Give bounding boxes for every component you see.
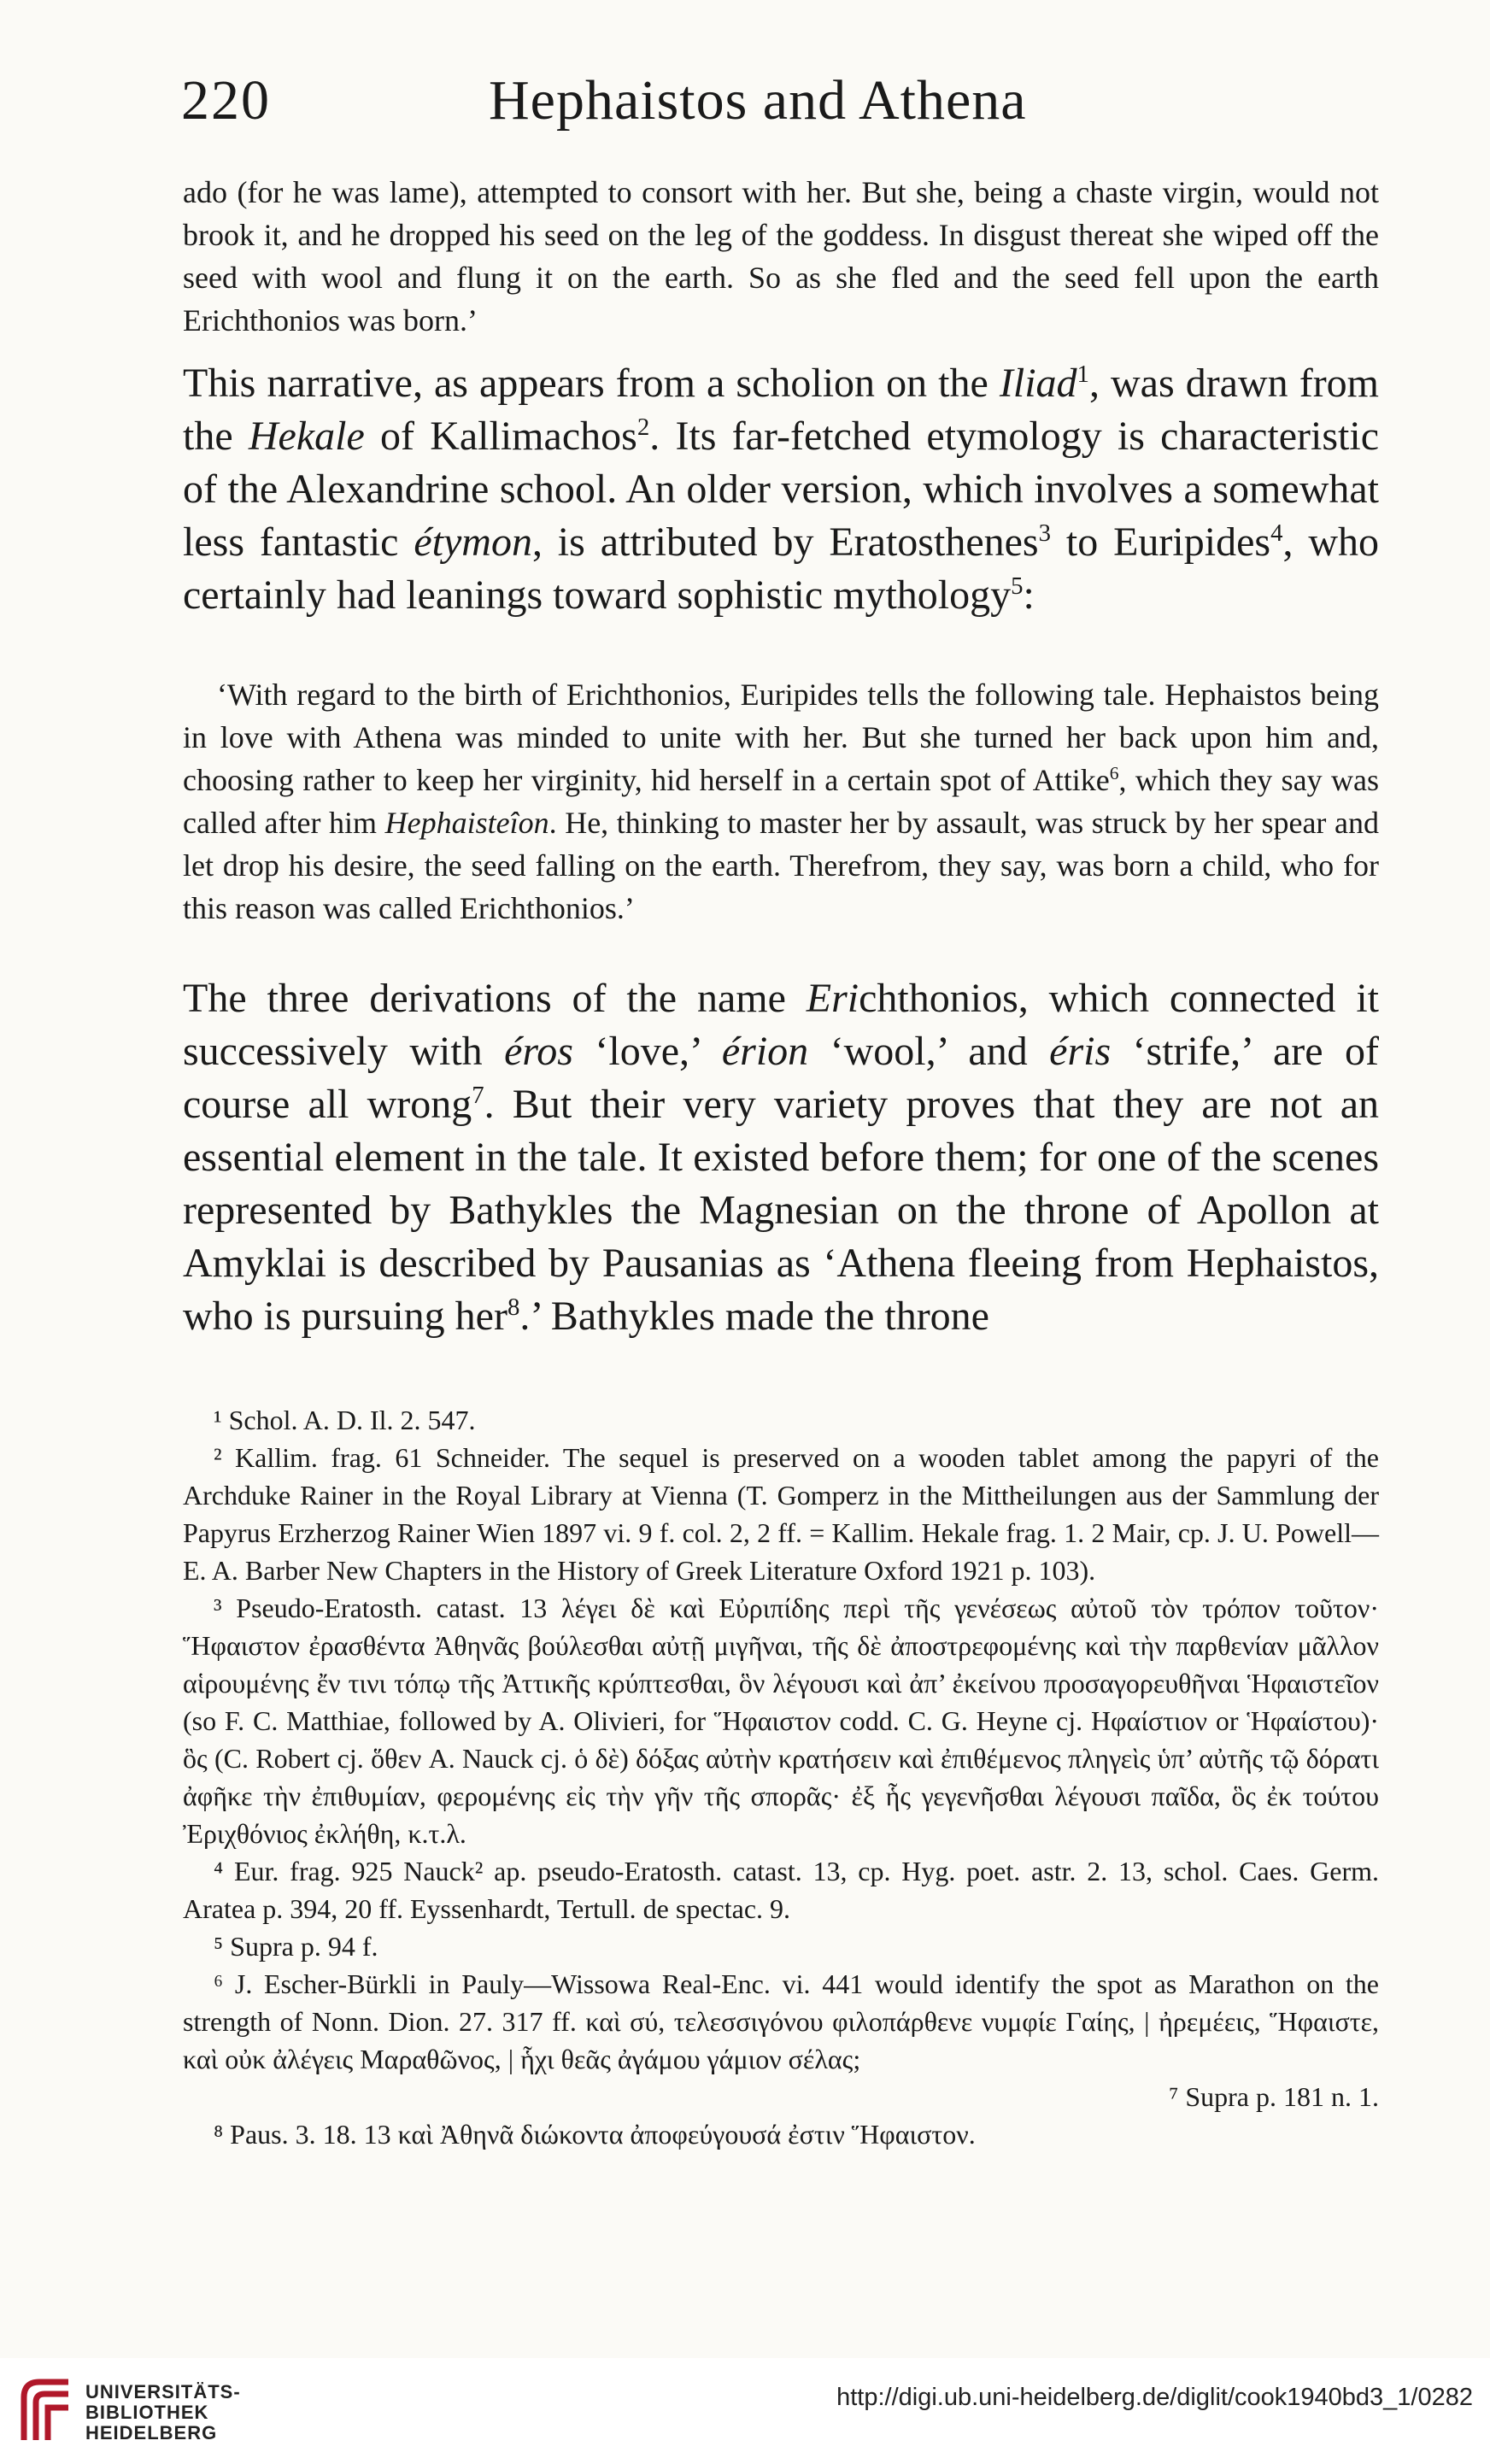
footnote-ref: 6: [1109, 763, 1119, 783]
footnote-ref: 7: [472, 1082, 484, 1109]
footnote-ref: 4: [1270, 519, 1283, 547]
body-paragraph-1: [183, 357, 1379, 622]
quote-paragraph: ‘With regard to the birth of Erichthonios, Euripides tells the following tale. Hephaistos being in love with Athena was minded to unite with her. But she turned her back upon him and, choosing rather to keep her virginity, hid herself in a certain spot of Attike$^6$, which they say was called after him Hephaisteîon. He, thinking to master her by assault, was struck by her spear and let drop his desire, the seed falling on the earth. Therefrom, they say, was born a child, who for this reason was called Erichthonios.’: [183, 678, 1379, 925]
footnote-2: ² Kallim. frag. 61 Schneider. The sequel is preserved on a wooden tablet among the papyri of the Archduke Rainer in the Royal Library at Vienna (T. Gomperz in the Mittheilungen aus der Sammlung der Papyrus Erzherzog Rainer Wien 1897 vi. 9 f. col. 2, 2 ff. = Kallim. Hekale frag. 1. 2 Mair, cp. J. U. Powell—E. A. Barber New Chapters in the History of Greek Literature Oxford 1921 p. 103).: [183, 1442, 1379, 1586]
footnote-5: ⁵ Supra p. 94 f.: [214, 1931, 378, 1962]
quote-paragraph: ado (for he was lame), attempted to consort with her. But she, being a chaste virgin, would not brook it, and he dropped his seed on the leg of the goddess. In disgust thereat she wiped off the seed with wool and flung it on the earth. So as she fled and the seed fell upon the earth Erichthonios was born.’: [183, 175, 1379, 337]
footnote-3: ³ Pseudo-Eratosth. catast. 13 λέγει δὲ καὶ Εὐριπίδης περὶ τῆς γενέσεως αὐτοῦ τὸν τρόπον τοῦτον· Ἥφαιστον ἐρασθέντα Ἀθηνᾶς βούλεσθαι αὐτῇ μιγῆναι, τῆς δὲ ἀποστρεφομένης καὶ τὴν παρθενίαν μᾶλλον αἱρουμένης ἔν τινι τόπῳ τῆς Ἀττικῆς κρύπτεσθαι, ὃν λέγουσι καὶ ἀπ’ ἐκείνου προσαγορευθῆναι Ἡφαιστεῖον (so F. C. Matthiae, followed by A. Olivieri, for Ἥφαιστον codd. C. G. Heyne cj. Ηφαίστιον or Ἡφαίστου)· ὃς (C. Robert cj. ὅθεν A. Nauck cj. ὁ δὲ) δόξας αὐτὴν κρατήσειν καὶ ἐπιθέμενος πληγεὶς ὑπ’ αὐτῆς τῷ δόρατι ἀφῆκε τὴν ἐπιθυμίαν, φερομένης εἰς τὴν γῆν τῆς σπορᾶς· ἐξ ἧς γεγενῆσθαι λέγουσι παῖδα, ὃς ἐκ τούτου Ἐριχθόνιος ἐκλήθη, κ.τ.λ.: [183, 1593, 1380, 1849]
footnote-4: ⁴ Eur. frag. 925 Nauck² ap. pseudo-Eratosth. catast. 13, cp. Hyg. poet. astr. 2. 13, schol. Caes. Germ. Aratea p. 394, 20 ff. Eyssenhardt, Tertull. de spectac. 9.: [183, 1856, 1379, 1924]
body-paragraph-2: [183, 972, 1379, 1343]
footnote-ref: 2: [636, 414, 650, 441]
footnote-ref: 3: [1038, 519, 1052, 547]
quote-block-1: [183, 171, 1379, 342]
quote-block-2: [183, 673, 1379, 930]
source-url-link[interactable]: http://digi.ub.uni-heidelberg.de/diglit/cook1940bd3_1/0282: [836, 2384, 1473, 2411]
page-header: [181, 68, 1377, 137]
library-logo-icon: [19, 2377, 73, 2445]
footnote-6: ⁶ J. Escher-Bürkli in Pauly—Wissowa Real-Enc. vi. 441 would identify the spot as Marathon on the strength of Nonn. Dion. 27. 317 ff. καὶ σύ, τελεσσιγόνου φιλοπάρθενε νυμφίε Γαίης, | ἠρεμέεις, Ἥφαιστε, καὶ οὐκ ἀλέγεις Μαραθῶνος, | ἧχι θεᾶς ἀγάμου γάμιον σέλας;: [183, 1968, 1379, 2074]
footnote-ref: 8: [507, 1294, 520, 1321]
page-number: 220: [181, 69, 271, 132]
footnote-8: ⁸ Paus. 3. 18. 13 καὶ Ἀθηνᾶ διώκοντα ἀποφεύγουσά ἐστιν Ἥφαιστον.: [214, 2119, 976, 2150]
paragraph: This narrative, as appears from a scholion on the Iliad$^1$, was drawn from the Hekale of Kallimachos$^2$. Its far-fetched etymology is characteristic of the Alexandrine school. An older version, which involves a somewhat less fantastic étymon, is attributed by Eratosthenes$^3$ to Euripides$^4$, who certainly had leanings toward sophistic mythology$^5$:: [183, 361, 1380, 618]
footnote-7: ⁷ Supra p. 181 n. 1.: [1169, 2081, 1379, 2112]
library-footer: [0, 2358, 1490, 2464]
running-title: Hephaistos and Athena: [489, 69, 1027, 132]
paragraph: The three derivations of the name Erichthonios, which connected it successively with éros ‘love,’ érion ‘wool,’ and éris ‘strife,’ are of course all wrong$^7$. But their very variety proves that they are not an essential element in the tale. It existed before them; for one of the scenes represented by Bathykles the Magnesian on the throne of Apollon at Amyklai is described by Pausanias as ‘Athena fleeing from Hephaistos, who is pursuing her$^8$.’ Bathykles made the throne: [183, 976, 1379, 1339]
footnote-ref: 5: [1011, 572, 1024, 600]
footnotes: [183, 1401, 1379, 2153]
footnote-1: ¹ Schol. A. D. Il. 2. 547.: [214, 1405, 476, 1435]
footnote-ref: 1: [1076, 361, 1089, 388]
library-name: UNIVERSITÄTS- BIBLIOTHEK HEIDELBERG: [85, 2381, 241, 2443]
